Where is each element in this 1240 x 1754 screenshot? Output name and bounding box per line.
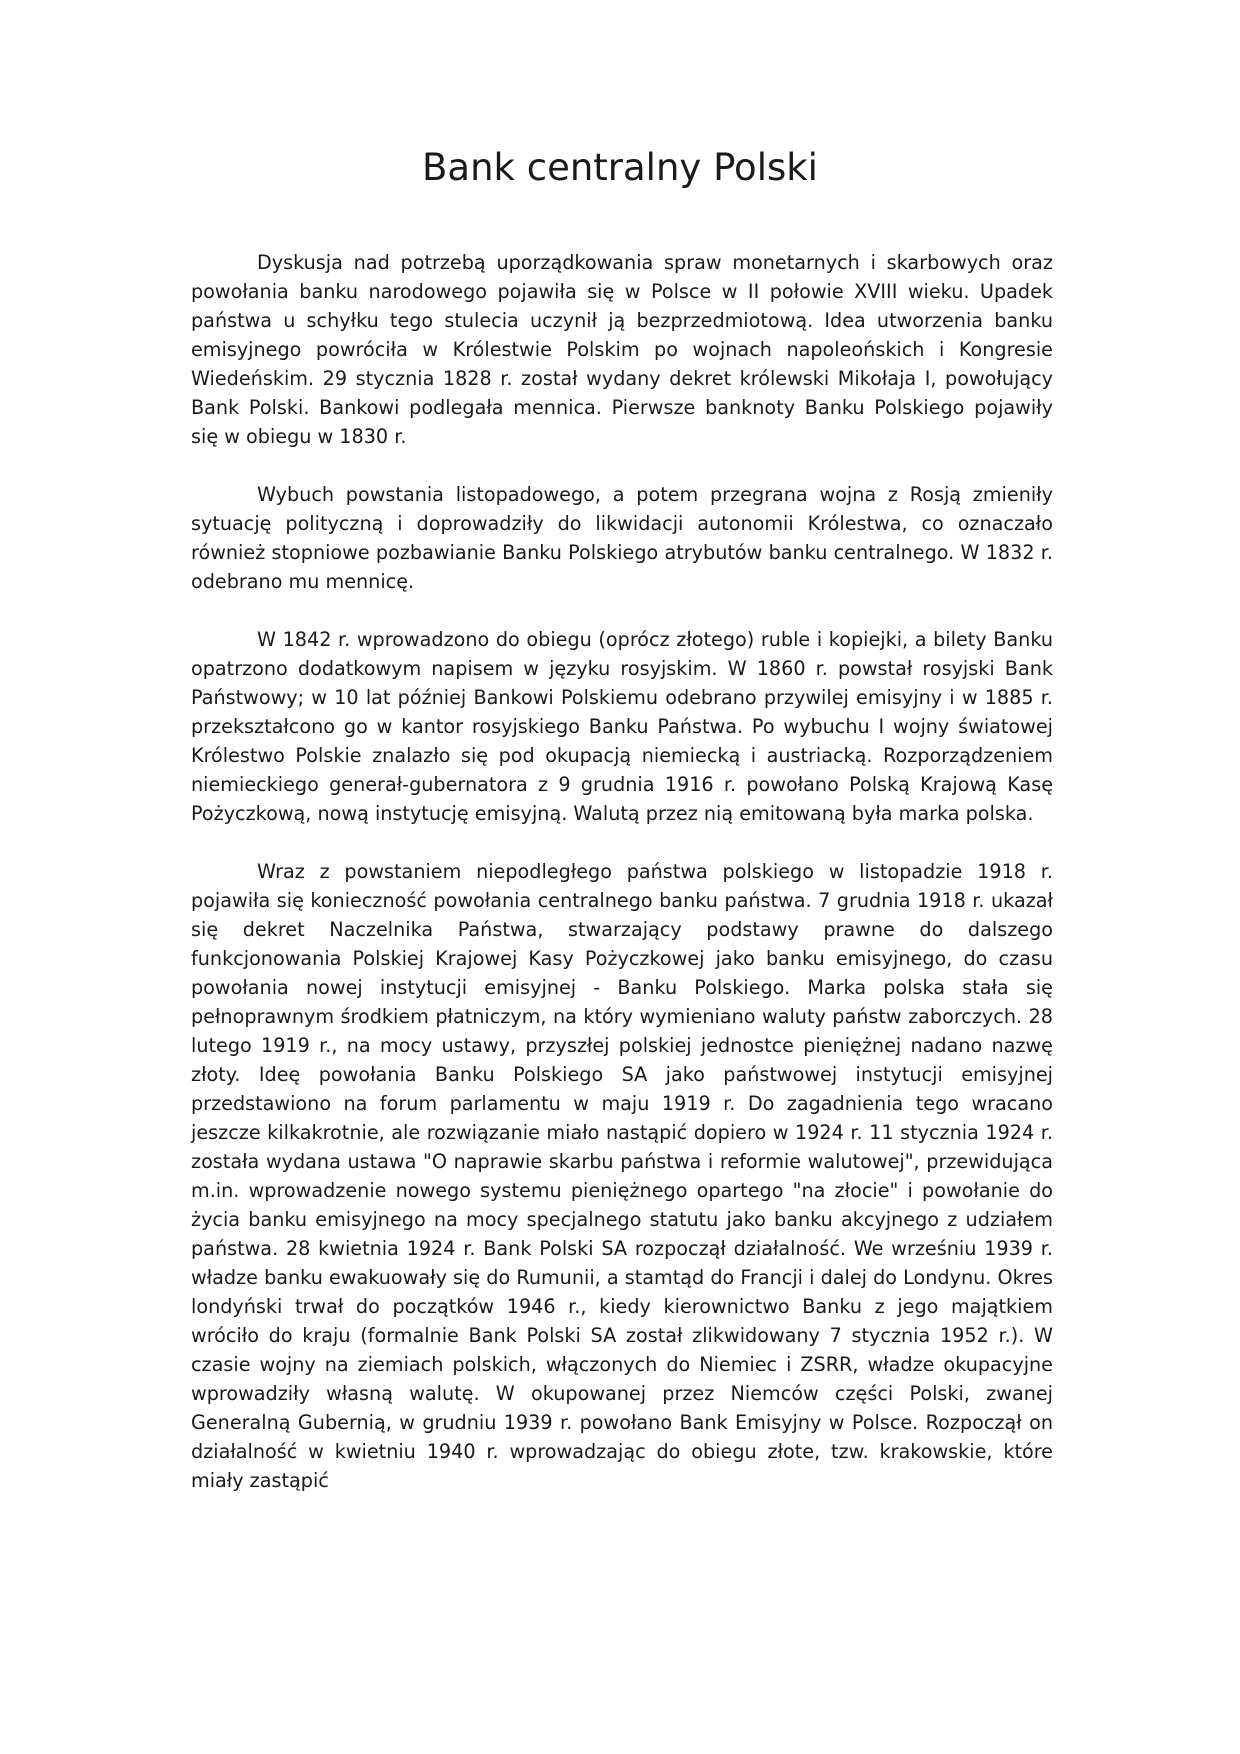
paragraph-1: Dyskusja nad potrzebą uporządkowania spraw monetarnych i skarbowych oraz powołania banku narodowego pojawiła się w Polsce w II połowie XVIII wieku. Upadek państwa u schyłku tego stulecia uczynił ją bezprzedmiotową. Idea utworzenia banku emisyjnego powróciła w Królestwie Polskim po wojnach napoleońskich i Kongresie Wiedeńskim. 29 stycznia 1828 r. został wydany dekret królewski Mikołaja I, powołujący Bank Polski. Bankowi podlegała mennica. Pierwsze banknoty Banku Polskiego pojawiły się w obiegu w 1830 r.	[191, 251, 1053, 448]
document-title: Bank centralny Polski	[422, 146, 818, 189]
document-body	[191, 248, 1053, 1495]
paragraph-3: W 1842 r. wprowadzono do obiegu (oprócz złotego) ruble i kopiejki, a bilety Banku opatrzono dodatkowym napisem w języku rosyjskim. W 1860 r. powstał rosyjski Bank Państwowy; w 10 lat później Bankowi Polskiemu odebrano przywilej emisyjny i w 1885 r. przekształcono go w kantor rosyjskiego Banku Państwa. Po wybuchu I wojny światowej Królestwo Polskie znalazło się pod okupacją niemiecką i austriacką. Rozporządzeniem niemieckiego generał-gubernatora z 9 grudnia 1916 r. powołano Polską Krajową Kasę Pożyczkową, nową instytucję emisyjną. Walutą przez nią emitowaną była marka polska.	[191, 628, 1053, 825]
paragraph-4: Wraz z powstaniem niepodległego państwa polskiego w listopadzie 1918 r. pojawiła się konieczność powołania centralnego banku państwa. 7 grudnia 1918 r. ukazał się dekret Naczelnika Państwa, stwarzający podstawy prawne do dalszego funkcjonowania Polskiej Krajowej Kasy Pożyczkowej jako banku emisyjnego, do czasu powołania nowej instytucji emisyjnej - Banku Polskiego. Marka polska stała się pełnoprawnym środkiem płatniczym, na który wymieniano waluty państw zaborczych. 28 lutego 1919 r., na mocy ustawy, przyszłej polskiej jednostce pieniężnej nadano nazwę złoty. Ideę powołania Banku Polskiego SA jako państwowej instytucji emisyjnej przedstawiono na forum parlamentu w maju 1919 r. Do zagadnienia tego wracano jeszcze kilkakrotnie, ale rozwiązanie miało nastąpić dopiero w 1924 r. 11 stycznia 1924 r. została wydana ustawa "O naprawie skarbu państwa i reformie walutowej", przewidująca m.in. wprowadzenie nowego systemu pieniężnego opartego "na złocie" i powołanie do życia banku emisyjnego na mocy specjalnego statutu jako banku akcyjnego z udziałem państwa. 28 kwietnia 1924 r. Bank Polski SA rozpoczął działalność. We wrześniu 1939 r. władze banku ewakuowały się do Rumunii, a stamtąd do Francji i dalej do Londynu. Okres londyński trwał do początków 1946 r., kiedy kierownictwo Banku z jego majątkiem wróciło do kraju (formalnie Bank Polski SA został zlikwidowany 7 stycznia 1952 r.). W czasie wojny na ziemiach polskich, włączonych do Niemiec i ZSRR, władze okupacyjne wprowadziły własną walutę. W okupowanej przez Niemców części Polski, zwanej Generalną Gubernią, w grudniu 1939 r. powołano Bank Emisyjny w Polsce. Rozpoczął on działalność w kwietniu 1940 r. wprowadzając do obiegu złote, tzw. krakowskie, które miały zastąpić	[191, 860, 1053, 1492]
paragraph-2: Wybuch powstania listopadowego, a potem przegrana wojna z Rosją zmieniły sytuację polityczną i doprowadziły do likwidacji autonomii Królestwa, co oznaczało również stopniowe pozbawianie Banku Polskiego atrybutów banku centralnego. W 1832 r. odebrano mu mennicę.	[191, 483, 1053, 593]
